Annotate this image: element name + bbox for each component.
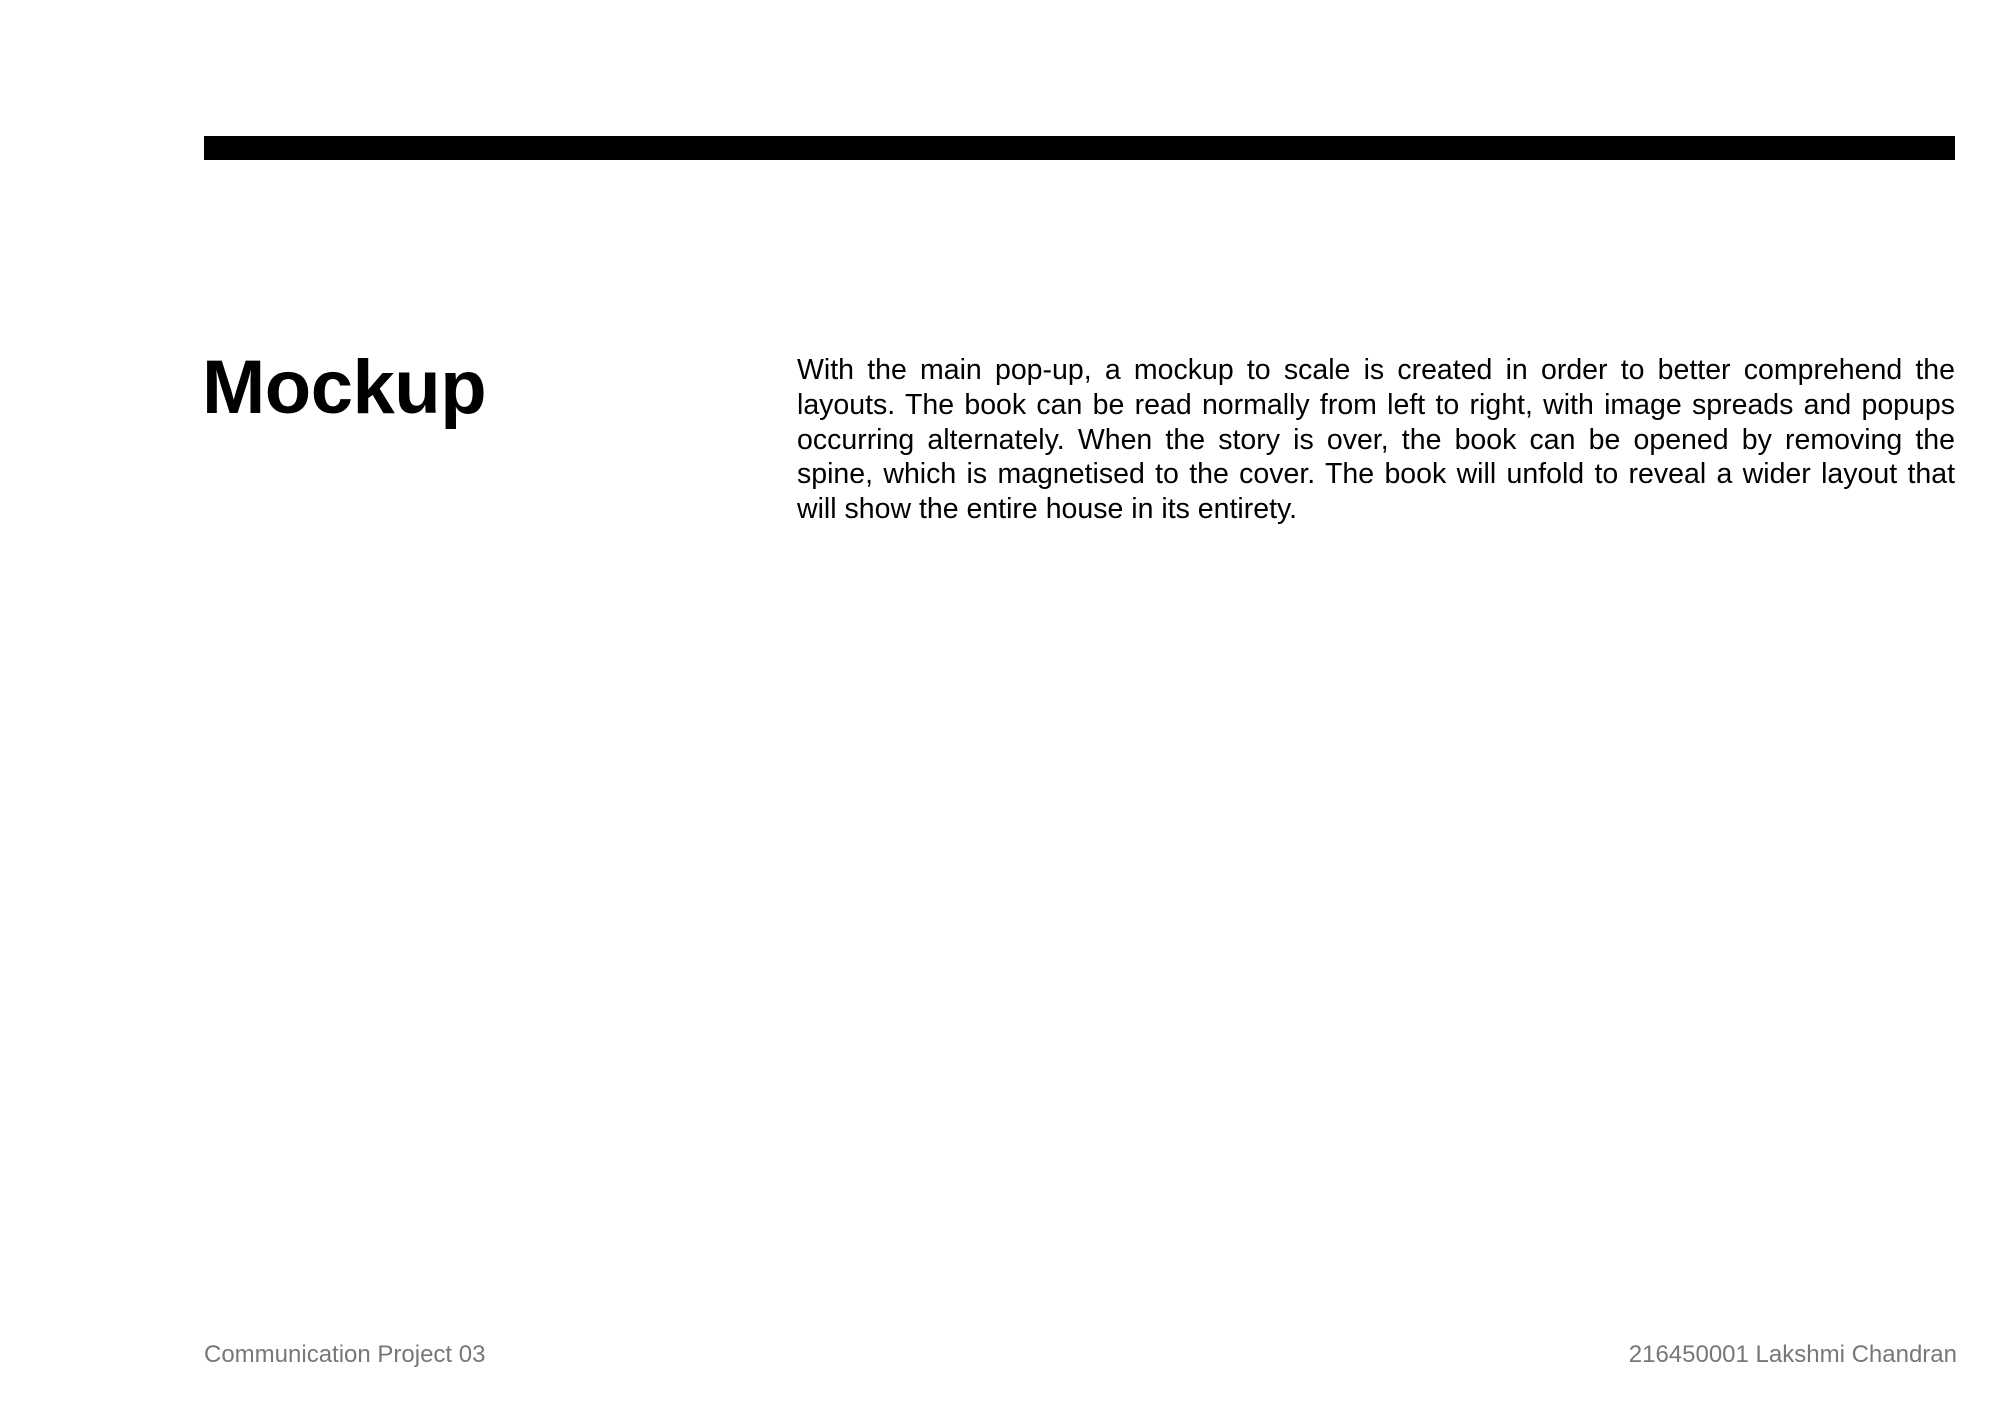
body-paragraph: With the main pop-up, a mockup to scale is created in order to better comprehend the layouts. The book can be read normally from left to right, with image spreads and popups occurring alternately. When the story is over, the book can be opened by removing the spine, which is magnetised to the cover. The book will unfold to reveal a wider layout that will show the entire house in its entirety. [797, 354, 1955, 526]
footer-author-id: 216450001 Lakshmi Chandran [1628, 1341, 1957, 1368]
footer-project-title: Communication Project 03 [204, 1341, 486, 1368]
top-rule [204, 136, 1955, 160]
page-title: Mockup [202, 345, 487, 430]
